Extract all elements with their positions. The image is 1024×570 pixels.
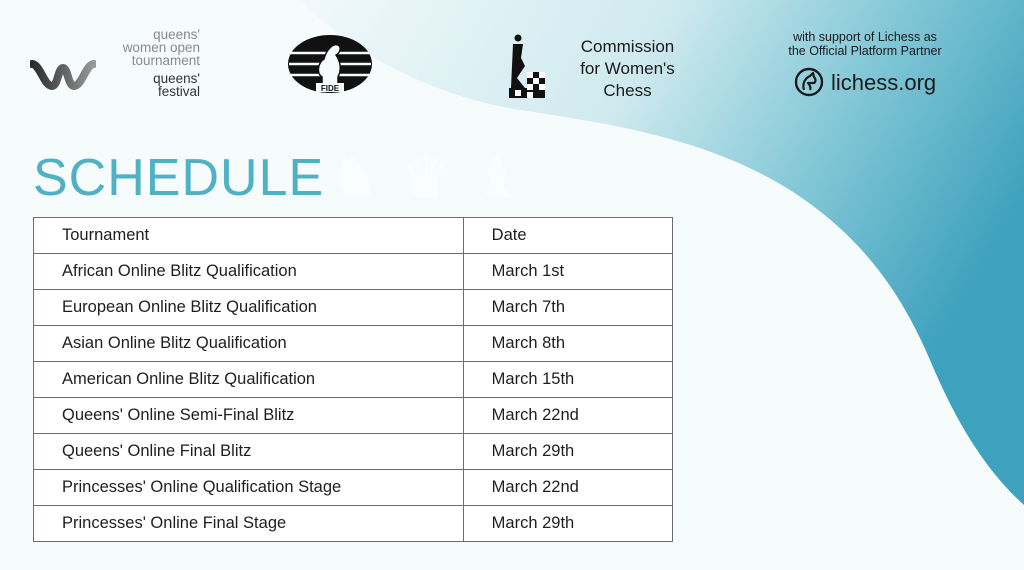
tournament-cell: Queens' Online Final Blitz [34, 434, 464, 470]
tournament-cell: Asian Online Blitz Qualification [34, 326, 464, 362]
table-row [34, 326, 673, 362]
table-row [34, 254, 673, 290]
date-cell: March 29th [463, 434, 672, 470]
lichess-name: lichess.org [831, 70, 937, 95]
table-row [34, 434, 673, 470]
queens-festival-line: festival [157, 84, 200, 99]
tournament-cell: African Online Blitz Qualification [34, 254, 464, 290]
lichess-support-line: with support of Lichess as [793, 30, 937, 44]
date-cell: March 8th [463, 326, 672, 362]
queen-piece-icon [505, 32, 549, 100]
table-row [34, 398, 673, 434]
column-header-tournament: Tournament [34, 218, 464, 254]
knight-icon [793, 66, 825, 98]
queens-logo-line: tournament [131, 53, 200, 68]
table-row [34, 362, 673, 398]
fide-logo [286, 33, 374, 95]
queens-w-icon [30, 58, 96, 90]
date-cell: March 15th [463, 362, 672, 398]
column-header-date: Date [463, 218, 672, 254]
table-row [34, 506, 673, 542]
queens-logo-wordmark [100, 28, 200, 67]
tournament-cell: European Online Blitz Qualification [34, 290, 464, 326]
date-cell: March 22nd [463, 398, 672, 434]
queens-festival-line: queens' [153, 71, 200, 86]
commission-line: Commission [580, 37, 675, 56]
date-cell: March 7th [463, 290, 672, 326]
tournament-cell: Princesses' Online Qualification Stage [34, 470, 464, 506]
queens-logo-line: queens' [153, 27, 200, 42]
tournament-cell: Princesses' Online Final Stage [34, 506, 464, 542]
queens-festival-logo [30, 28, 205, 103]
tournament-cell: Queens' Online Semi-Final Blitz [34, 398, 464, 434]
commission-logo [505, 32, 690, 102]
date-cell: March 1st [463, 254, 672, 290]
date-cell: March 29th [463, 506, 672, 542]
table-header-row [34, 218, 673, 254]
lichess-support-line: the Official Platform Partner [788, 44, 942, 58]
schedule-table [33, 217, 673, 542]
queens-festival-wordmark [100, 72, 200, 98]
date-cell: March 22nd [463, 470, 672, 506]
lichess-logo [793, 66, 953, 100]
page-title: SCHEDULE [33, 149, 325, 207]
watermark-text: ♞ ♛ ♝ [330, 148, 526, 208]
table-row [34, 470, 673, 506]
lichess-support-text [770, 30, 960, 58]
table-row [34, 290, 673, 326]
commission-line: for Women's [580, 59, 675, 78]
queens-logo-line: women open [122, 40, 200, 55]
tournament-cell: American Online Blitz Qualification [34, 362, 464, 398]
commission-line: Chess [603, 81, 652, 100]
commission-wordmark [565, 36, 690, 102]
fide-label: FIDE [320, 84, 340, 93]
